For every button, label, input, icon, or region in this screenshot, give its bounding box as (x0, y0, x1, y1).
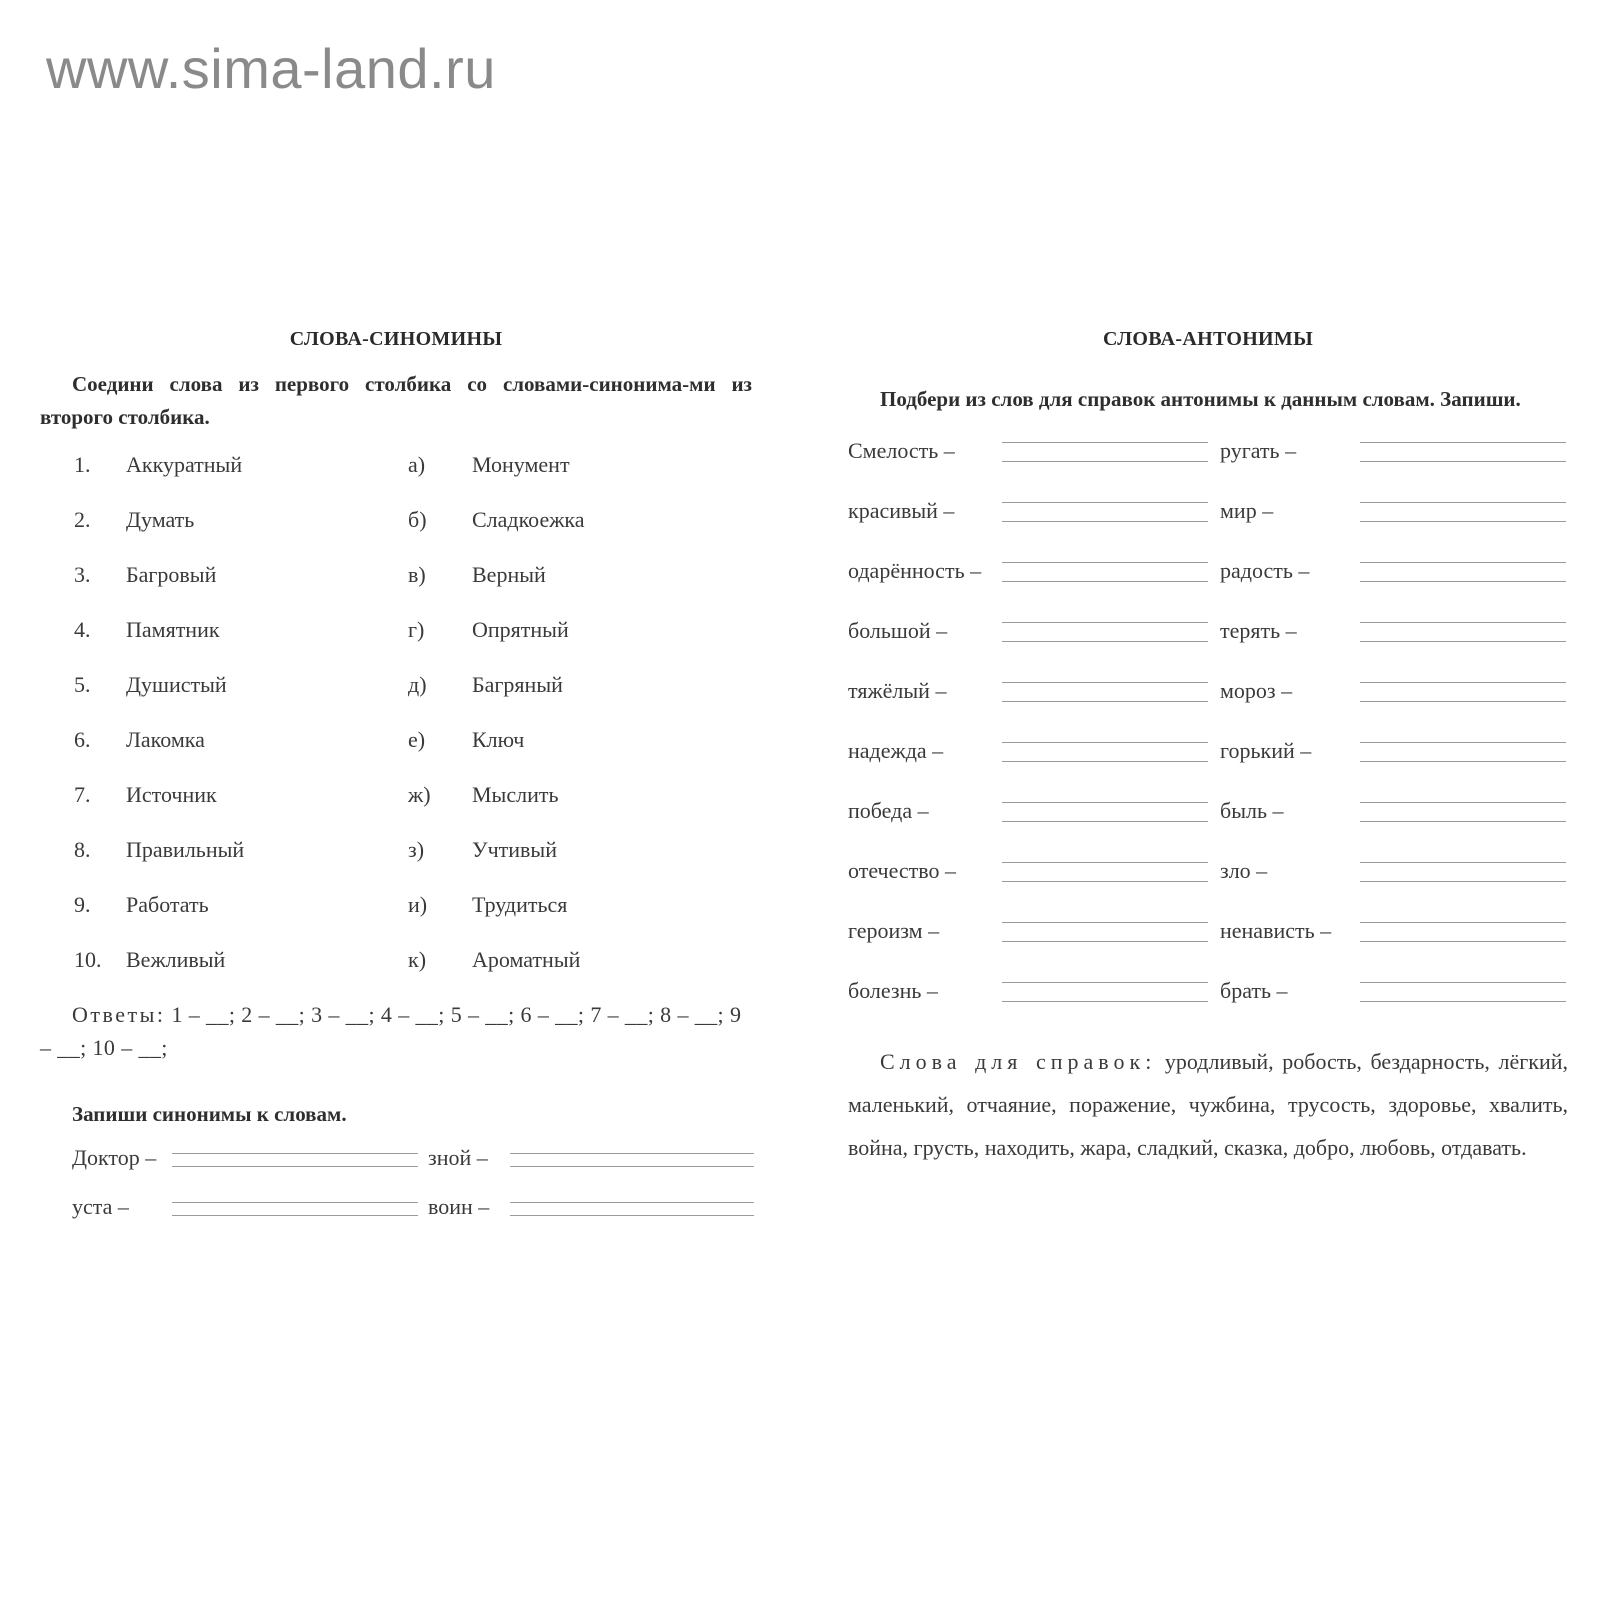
item-number: 1. (74, 452, 91, 477)
matching-row (40, 937, 752, 992)
answer-blank[interactable] (1360, 502, 1566, 522)
item-letter: и) (408, 892, 428, 917)
matching-row (40, 772, 752, 827)
word-label: тяжёлый – (848, 678, 947, 703)
item-synonym: Монумент (472, 452, 570, 477)
answer-blank[interactable] (1002, 742, 1208, 762)
answer-blank[interactable] (1002, 802, 1208, 822)
item-number: 8. (74, 837, 91, 862)
antonyms-instruction: Подбери из слов для справок антонимы к данным словам. Запиши. (880, 387, 1521, 411)
word-label: Смелость – (848, 438, 955, 463)
word-label: воин – (428, 1194, 490, 1219)
word-label: уста – (72, 1194, 129, 1219)
answers-blanks[interactable]: 1 – __; 2 – __; 3 – __; 4 – __; 5 – __; 6 – __; 7 – __; 8 – __; 9 – __; 10 – __; (40, 1002, 742, 1060)
item-letter: к) (408, 947, 427, 972)
antonym-fill-row (848, 548, 1568, 608)
synonyms-page (40, 328, 752, 1231)
matching-row (40, 607, 752, 662)
item-word: Памятник (126, 617, 220, 642)
item-synonym: Опрятный (472, 617, 569, 642)
item-letter: г) (408, 617, 425, 642)
answer-blank[interactable] (1360, 802, 1566, 822)
answer-blank[interactable] (1360, 562, 1566, 582)
watermark: www.sima-land.ru (46, 37, 496, 100)
word-label: мир – (1220, 498, 1274, 523)
item-word: Лакомка (126, 727, 205, 752)
item-word: Вежливый (126, 947, 226, 972)
matching-row (40, 552, 752, 607)
matching-row (40, 827, 752, 882)
answer-blank[interactable] (172, 1153, 418, 1167)
item-synonym: Ароматный (472, 947, 581, 972)
answer-blank[interactable] (510, 1202, 754, 1216)
item-number: 7. (74, 782, 91, 807)
antonym-fill-row (848, 968, 1568, 1028)
antonym-fill-row (848, 488, 1568, 548)
answers-line (40, 998, 752, 1064)
synonym-fill-row (40, 1182, 752, 1231)
answer-blank[interactable] (1002, 622, 1208, 642)
answer-blank[interactable] (1360, 922, 1566, 942)
word-label: болезнь – (848, 978, 938, 1003)
reference-label: Слова для справок: (880, 1049, 1157, 1074)
reference-words (848, 1040, 1568, 1169)
item-number: 10. (74, 947, 102, 972)
item-word: Правильный (126, 837, 245, 862)
synonym-fill-row (40, 1133, 752, 1182)
matching-row (40, 882, 752, 937)
word-label: быль – (1220, 798, 1284, 823)
item-letter: д) (408, 672, 427, 697)
item-synonym: Ключ (472, 727, 525, 752)
item-letter: а) (408, 452, 426, 477)
item-word: Работать (126, 892, 209, 917)
word-label: радость – (1220, 558, 1310, 583)
antonym-fill-row (848, 908, 1568, 968)
answer-blank[interactable] (172, 1202, 418, 1216)
item-letter: ж) (408, 782, 431, 807)
item-number: 9. (74, 892, 91, 917)
word-label: Доктор – (72, 1145, 157, 1170)
antonym-fill-row (848, 668, 1568, 728)
answer-blank[interactable] (510, 1153, 754, 1167)
answer-blank[interactable] (1002, 562, 1208, 582)
item-synonym: Мыслить (472, 782, 559, 807)
answer-blank[interactable] (1360, 862, 1566, 882)
synonyms-subheading: Запиши синонимы к словам. (72, 1102, 347, 1126)
antonyms-page (848, 328, 1568, 1169)
item-number: 5. (74, 672, 91, 697)
word-label: героизм – (848, 918, 940, 943)
synonyms-instruction: Соедини слова из первого столбика со словами-синонима-ми из второго столбика. (40, 372, 752, 429)
antonyms-title: СЛОВА-АНТОНИМЫ (1102, 328, 1314, 350)
item-synonym: Учтивый (472, 837, 557, 862)
item-word: Багровый (126, 562, 217, 587)
matching-row (40, 442, 752, 497)
word-label: победа – (848, 798, 929, 823)
antonym-fill-row (848, 848, 1568, 908)
item-number: 4. (74, 617, 91, 642)
item-number: 3. (74, 562, 91, 587)
item-word: Думать (126, 507, 195, 532)
item-synonym: Багряный (472, 672, 563, 697)
antonym-fill-row (848, 788, 1568, 848)
item-letter: б) (408, 507, 427, 532)
answer-blank[interactable] (1360, 622, 1566, 642)
item-word: Аккуратный (126, 452, 243, 477)
item-word: Источник (126, 782, 217, 807)
word-label: одарённость – (848, 558, 982, 583)
word-label: брать – (1220, 978, 1288, 1003)
antonym-fill-row (848, 608, 1568, 668)
word-label: ненависть – (1220, 918, 1332, 943)
matching-row (40, 662, 752, 717)
antonym-fill-row (848, 728, 1568, 788)
synonym-fill-list (40, 1133, 752, 1231)
answers-label: Ответы: (72, 1002, 166, 1027)
answer-blank[interactable] (1002, 862, 1208, 882)
item-number: 2. (74, 507, 91, 532)
word-label: зной – (428, 1145, 488, 1170)
word-label: терять – (1220, 618, 1297, 643)
item-letter: з) (408, 837, 425, 862)
matching-row (40, 497, 752, 552)
matching-row (40, 717, 752, 772)
word-label: ругать – (1220, 438, 1297, 463)
item-letter: в) (408, 562, 426, 587)
answer-blank[interactable] (1360, 742, 1566, 762)
item-letter: е) (408, 727, 426, 752)
word-label: зло – (1220, 858, 1268, 883)
answer-blank[interactable] (1002, 982, 1208, 1002)
synonyms-title: СЛОВА-СИНОМИНЫ (289, 328, 503, 350)
item-number: 6. (74, 727, 91, 752)
antonym-fill-row (848, 428, 1568, 488)
item-synonym: Сладкоежка (472, 507, 585, 532)
answer-blank[interactable] (1002, 442, 1208, 462)
word-label: красивый – (848, 498, 955, 523)
word-label: надежда – (848, 738, 944, 763)
item-word: Душистый (126, 672, 227, 697)
word-label: отечество – (848, 858, 957, 883)
matching-list (40, 442, 752, 992)
answer-blank[interactable] (1360, 682, 1566, 702)
answer-blank[interactable] (1360, 982, 1566, 1002)
word-label: мороз – (1220, 678, 1293, 703)
word-label: большой – (848, 618, 948, 643)
reference-list: уродливый, робость, бездарность, лёгкий, маленький, отчаяние, поражение, чужбина, трусость, здоровье, хвалить, война, грусть, находить, жара, сладкий, сказка, добро, любовь, отдавать. (848, 1049, 1569, 1160)
answer-blank[interactable] (1002, 922, 1208, 942)
antonym-fill-list (848, 428, 1568, 1028)
word-label: горький – (1220, 738, 1312, 763)
item-synonym: Верный (472, 562, 546, 587)
answer-blank[interactable] (1360, 442, 1566, 462)
answer-blank[interactable] (1002, 682, 1208, 702)
item-synonym: Трудиться (472, 892, 568, 917)
answer-blank[interactable] (1002, 502, 1208, 522)
